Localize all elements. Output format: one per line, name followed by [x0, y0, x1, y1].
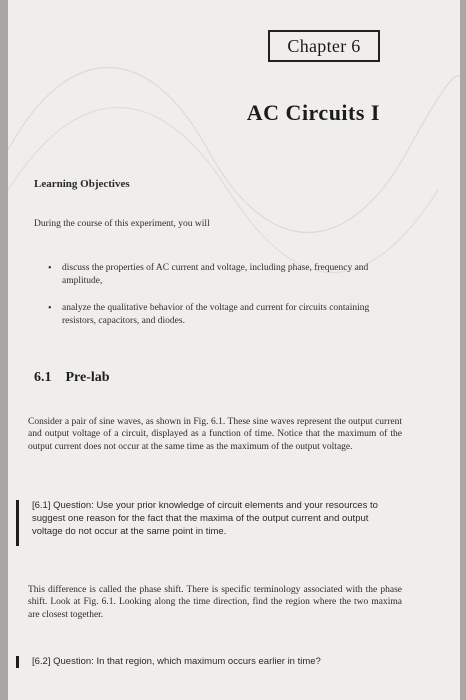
question-block	[32, 656, 412, 669]
paragraph: Consider a pair of sine waves, as shown in Fig. 6.1. These sine waves represent the output current and output voltage of a circuit, displayed as a function of time. Notice that the maximum of the output current does not occur at the same time as the maximum of the output voltage.	[28, 417, 402, 452]
objective-text: discuss the properties of AC current and voltage, including phase, frequency and amplitude,	[62, 263, 369, 286]
section-title: Pre-lab	[65, 370, 110, 385]
chapter-label: Chapter 6	[287, 35, 361, 56]
question-text: In that region, which maximum occurs earlier in time?	[96, 656, 321, 667]
paragraph: This difference is called the phase shift. There is specific terminology associated with the phase shift. Look at Fig. 6.1. Looking along the time direction, find the region where the two maxima are closest together.	[28, 585, 402, 620]
objective-item	[48, 302, 398, 328]
section-heading	[34, 370, 110, 386]
bullet-icon: •	[48, 303, 52, 314]
question-marker-bar	[16, 656, 19, 668]
question-marker-bar	[16, 500, 19, 546]
question-label: [6.1] Question:	[32, 500, 94, 511]
objective-item	[48, 262, 398, 288]
learning-objectives-intro: During the course of this experiment, you will	[34, 219, 210, 229]
question-label: [6.2] Question:	[32, 656, 94, 667]
chapter-title: AC Circuits I	[246, 100, 380, 125]
chapter-label-box	[268, 30, 380, 62]
question-text: Use your prior knowledge of circuit elements and your resources to suggest one reason for the fact that the maxima of the output current and output voltage do not occur at the same point in time.	[32, 500, 378, 537]
question-block	[32, 500, 396, 538]
learning-objectives-heading: Learning Objectives	[34, 178, 130, 190]
objective-text: analyze the qualitative behavior of the voltage and current for circuits containing resistors, capacitors, and diodes.	[62, 303, 370, 326]
textbook-page	[8, 0, 460, 700]
bullet-icon: •	[48, 263, 52, 274]
section-number: 6.1	[34, 370, 52, 385]
